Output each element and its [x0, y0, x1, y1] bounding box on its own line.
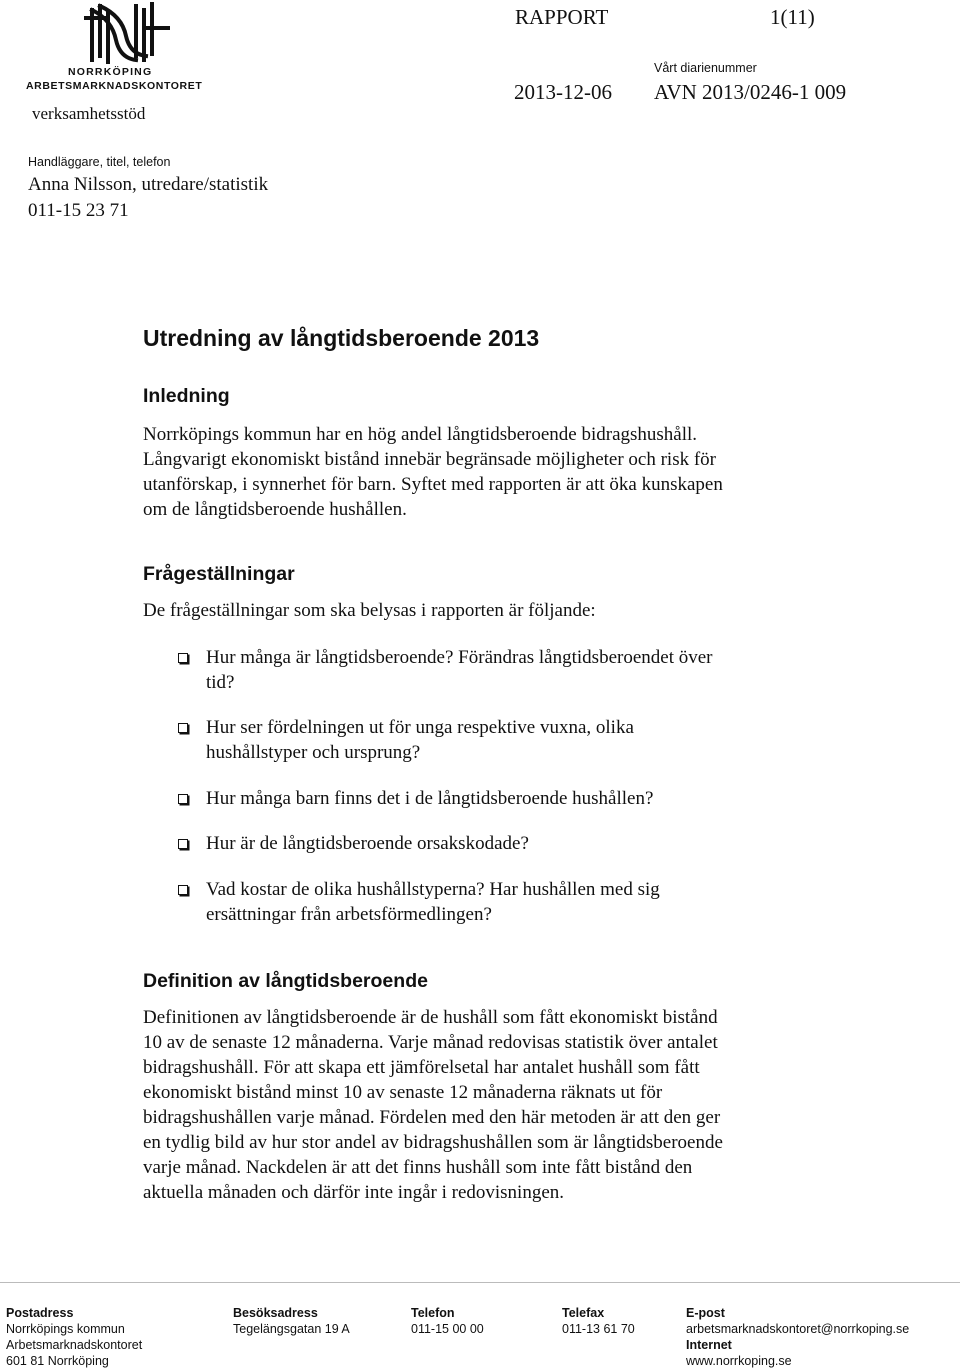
item-line: ersättningar från arbetsförmedlingen? — [206, 904, 492, 925]
fragestallningar-intro: De frågeställningar som ska belysas i rapporten är följande: — [143, 600, 596, 621]
item-line: hushållstyper och ursprung? — [206, 742, 421, 763]
handlaggare-phone: 011-15 23 71 — [28, 200, 129, 221]
footer-value: Tegelängsgatan 19 A — [233, 1322, 350, 1336]
text-line: Norrköpings kommun har en hög andel långtidsberoende bidragshushåll. — [143, 424, 698, 445]
page-title: Utredning av långtidsberoende 2013 — [143, 325, 540, 351]
footer-value: 601 81 Norrköping — [6, 1354, 109, 1368]
inledning-paragraph — [143, 422, 833, 522]
footer-heading: E-post — [686, 1306, 725, 1320]
footer-heading: Telefax — [562, 1306, 605, 1320]
department-name: verksamhetsstöd — [32, 104, 146, 123]
text-line: aktuella månaden och därför inte ingår i redovisningen. — [143, 1182, 565, 1203]
item-line: Hur är de långtidsberoende orsakskodade? — [206, 833, 529, 854]
footer-heading: Postadress — [6, 1306, 74, 1320]
logo-text-city: NORRKÖPING — [68, 66, 153, 78]
text-line: bidragshushåll. För att skapa ett jämförelsetal har antalet hushåll som fått — [143, 1057, 700, 1078]
definition-paragraph — [143, 1005, 833, 1205]
text-line: en tydlig bild av hur stor andel av bidragshushållen som är långtidsberoende — [143, 1132, 723, 1153]
footer-value: 011-13 61 70 — [562, 1322, 635, 1336]
diarie-number: AVN 2013/0246-1 009 — [654, 80, 847, 104]
footer-value: Norrköpings kommun — [6, 1322, 125, 1336]
document-date: 2013-12-06 — [514, 80, 612, 104]
text-line: om de långtidsberoende hushållen. — [143, 499, 407, 520]
handlaggare-name: Anna Nilsson, utredare/statistik — [28, 174, 269, 195]
footer-email-link[interactable]: arbetsmarknadskontoret@norrkoping.se — [686, 1322, 910, 1336]
footer-heading: Internet — [686, 1338, 732, 1352]
text-line: 10 av de senaste 12 månaderna. Varje månad redovisas statistik över antalet — [143, 1032, 718, 1053]
item-line: Hur många barn finns det i de långtidsberoende hushållen? — [206, 788, 654, 809]
text-line: Definitionen av långtidsberoende är de hushåll som fått ekonomiskt bistånd — [143, 1007, 718, 1028]
footer-heading: Telefon — [411, 1306, 455, 1320]
handlaggare-label: Handläggare, titel, telefon — [28, 155, 171, 169]
section-heading-inledning: Inledning — [143, 385, 230, 407]
document-type: RAPPORT — [515, 5, 609, 29]
footer-value: Arbetsmarknadskontoret — [6, 1338, 143, 1352]
checkbox-bullet-icon — [178, 653, 188, 663]
footer-value: 011-15 00 00 — [411, 1322, 484, 1336]
page-number: 1(11) — [770, 5, 815, 29]
checkbox-bullet-icon — [178, 839, 188, 849]
text-line: utanförskap, i synnerhet för barn. Syftet med rapporten är att öka kunskapen — [143, 474, 723, 495]
footer-heading: Besöksadress — [233, 1306, 318, 1320]
item-line: tid? — [206, 672, 235, 693]
footer-epost — [686, 1305, 909, 1369]
footer-divider — [0, 1282, 960, 1283]
text-line: bidragshushållen varje månad. Fördelen med den här metoden är att den ger — [143, 1107, 721, 1128]
text-line: Långvarigt ekonomiskt bistånd innebär begränsade möjligheter och risk för — [143, 449, 717, 470]
section-heading-fragestallningar: Frågeställningar — [143, 563, 295, 585]
text-line: ekonomiskt bistånd minst 10 av senaste 12 månaderna räknats ut för — [143, 1082, 663, 1103]
footer-telefax — [562, 1305, 635, 1337]
item-line: Hur många är långtidsberoende? Förändras långtidsberoendet över — [206, 647, 713, 668]
footer-telefon — [411, 1305, 484, 1337]
item-line: Hur ser fördelningen ut för unga respektive vuxna, olika — [206, 717, 634, 738]
footer-website-link[interactable]: www.norrkoping.se — [686, 1354, 792, 1368]
footer-besoksadress — [233, 1305, 350, 1337]
section-heading-definition: Definition av långtidsberoende — [143, 970, 428, 992]
text-line: varje månad. Nackdelen är att det finns hushåll som inte fått bistånd den — [143, 1157, 693, 1178]
diarie-label: Vårt diarienummer — [654, 61, 757, 75]
checkbox-bullet-icon — [178, 794, 188, 804]
logo-text-office: ARBETSMARKNADSKONTORET — [26, 80, 203, 92]
item-line: Vad kostar de olika hushållstyperna? Har hushållen med sig — [206, 879, 660, 900]
checkbox-bullet-icon — [178, 885, 188, 895]
checkbox-bullet-icon — [178, 723, 188, 733]
footer-postadress — [6, 1305, 142, 1369]
